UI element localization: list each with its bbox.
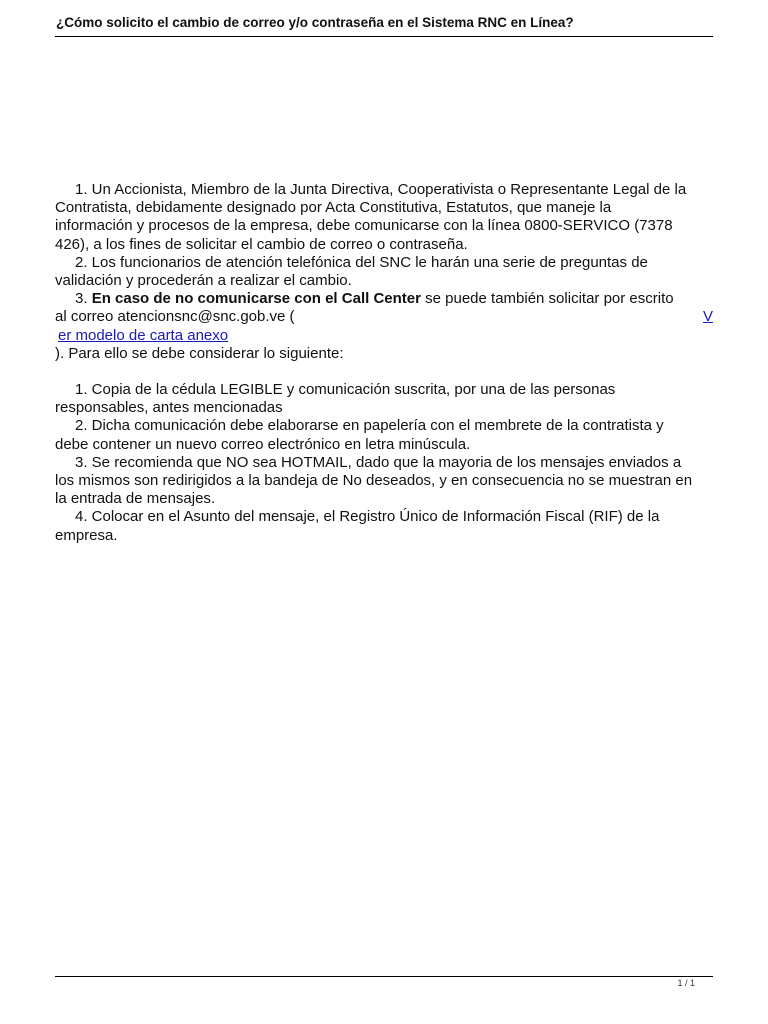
text-line: Contratista, debidamente designado por Acta Constitutiva, Estatutos, que maneje la [55, 199, 612, 217]
text-line [55, 290, 713, 308]
text-line: 2. Dicha comunicación debe elaborarse en papelería con el membrete de la contratista y [75, 417, 664, 435]
call-center-emphasis: En caso de no comunicarse con el Call Center [91, 290, 421, 308]
paragraph-gap [55, 363, 713, 381]
text-line [55, 327, 713, 345]
text-line: 2. Los funcionarios de atención telefónica del SNC le harán una serie de preguntas de [75, 253, 648, 271]
model-letter-link[interactable]: V [702, 308, 713, 326]
text-line: empresa. [55, 526, 118, 544]
text-run: al correo atencionsnc@snc.gob.ve ( [55, 308, 295, 326]
text-line: 3. Se recomienda que NO sea HOTMAIL, dado que la mayoria de los mensajes enviados a [75, 453, 682, 471]
text-line [55, 308, 713, 326]
text-line: los mismos son redirigidos a la bandeja de No deseados, y en consecuencia no se muestran en [55, 472, 693, 489]
model-letter-link-continued[interactable]: er modelo de carta anexo [58, 326, 229, 344]
page-footer [55, 976, 713, 988]
sublist-item-2 [55, 417, 713, 453]
text-line: información y procesos de la empresa, debe comunicarse con la línea 0800-SERVICO (7378 [55, 217, 673, 235]
text-line: ). Para ello se debe considerar lo siguiente: [55, 344, 344, 362]
text-line: 4. Colocar en el Asunto del mensaje, el Registro Único de Información Fiscal (RIF) de la [75, 508, 660, 526]
text-line: responsables, antes mencionadas [55, 399, 283, 417]
text-run: se puede también solicitar por escrito [420, 290, 674, 308]
list-item-1 [55, 181, 713, 254]
document-body [55, 181, 713, 545]
item-number: 3. [75, 290, 92, 308]
text-line: 1. Copia de la cédula LEGIBLE y comunicación suscrita, por una de las personas [75, 381, 616, 399]
text-line: validación y procederán a realizar el cambio. [55, 271, 352, 289]
text-line: debe contener un nuevo correo electrónico en letra minúscula. [55, 435, 471, 453]
sublist-item-3 [55, 454, 713, 509]
page-title: ¿Cómo solicito el cambio de correo y/o contraseña en el Sistema RNC en Línea? [56, 15, 574, 30]
sublist-item-1 [55, 381, 713, 417]
text-line: la entrada de mensajes. [55, 490, 216, 508]
list-item-3 [55, 290, 713, 363]
list-item-2 [55, 254, 713, 290]
page-number: 1 / 1 [677, 978, 695, 988]
sublist-item-4 [55, 508, 713, 544]
text-line: 426), a los fines de solicitar el cambio de correo o contraseña. [55, 235, 468, 253]
page-header [55, 12, 713, 37]
text-line: 1. Un Accionista, Miembro de la Junta Directiva, Cooperativista o Representante Legal de la [75, 181, 687, 198]
